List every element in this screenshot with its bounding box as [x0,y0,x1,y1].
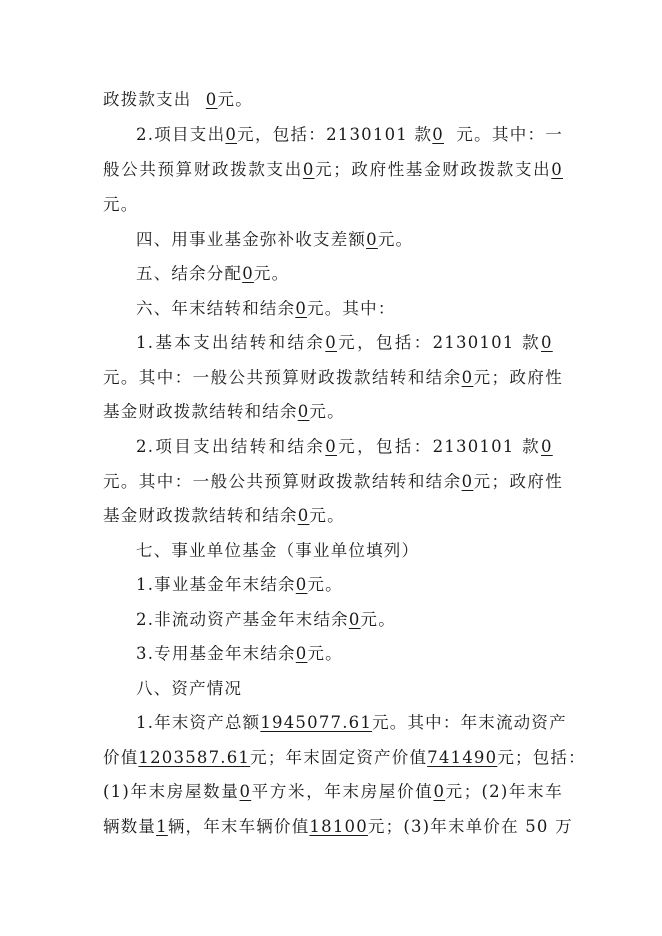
amount-value: 0 [551,160,563,179]
text-line: 2.项目支出0元，包括：2130101 款0 元。其中：一 [136,123,563,147]
text-line: 基金财政拨款结转和结余0元。 [103,506,345,525]
amount-value: 0 [348,610,361,629]
text-line: 五、结余分配0元。 [136,264,290,283]
amount-value: 1 [156,817,168,836]
text-line: 2.非流动资产基金年末结余0元。 [136,610,396,629]
amount-value: 0 [325,437,337,456]
text-line: 四、用事业基金弥补收支差额0元。 [136,230,414,249]
amount-value: 0 [295,299,308,318]
text-line: 辆数量1辆，年末车辆价值18100元；(3)年末单价在 50 万 [103,817,573,836]
section-heading: 八、资产情况 [136,679,243,698]
amount-value: 0 [239,782,252,801]
amount-value: 18100 [309,817,368,836]
amount-value: 0 [541,333,553,352]
text-line: 般公共预算财政拨款支出0元；政府性基金财政拨款支出0 [103,160,563,179]
amount-value: 0 [325,333,337,352]
text-line: (1)年末房屋数量0平方米，年末房屋价值0元；(2)年末车 [103,782,563,801]
amount-value: 0 [297,402,310,421]
amount-value: 0 [461,472,474,491]
text-line: 元。其中：一般公共预算财政拨款结转和结余0元；政府性 [103,472,564,491]
text-line: 政拨款支出 0元。 [103,88,563,112]
amount-value: 1203587.61 [138,748,251,767]
section-heading: 七、事业单位基金（事业单位填列） [136,541,420,560]
text-line: 3.专用基金年末结余0元。 [136,644,343,663]
amount-value: 741490 [427,748,498,767]
text-line: 价值1203587.61元；年末固定资产价值741490元；包括： [103,748,586,767]
amount-value: 0 [366,230,378,249]
text-line: 基金财政拨款结转和结余0元。 [103,402,345,421]
text-line: 元。 [103,195,139,214]
text-line: 元。其中：一般公共预算财政拨款结转和结余0元；政府性 [103,368,564,387]
amount-value: 0 [432,125,444,144]
text-line: 六、年末结转和结余0元。其中： [136,299,396,318]
text-line: 2.项目支出结转和结余0元，包括：2130101 款0 [136,435,563,459]
amount-value: 0 [297,506,310,525]
amount-value: 0 [295,644,308,663]
text-line: 1.年末资产总额1945077.61元。其中：年末流动资产 [136,713,567,732]
amount-value: 0 [205,90,218,109]
amount-value: 0 [302,160,315,179]
amount-value: 0 [225,125,238,144]
amount-value: 0 [242,264,254,283]
text-line: 1.基本支出结转和结余0元，包括：2130101 款0 [136,331,563,355]
amount-value: 0 [295,575,308,594]
text-line: 1.事业基金年末结余0元。 [136,575,343,594]
amount-value: 0 [461,368,474,387]
amount-value: 1945077.61 [260,713,373,732]
amount-value: 0 [433,782,446,801]
amount-value: 0 [541,437,553,456]
